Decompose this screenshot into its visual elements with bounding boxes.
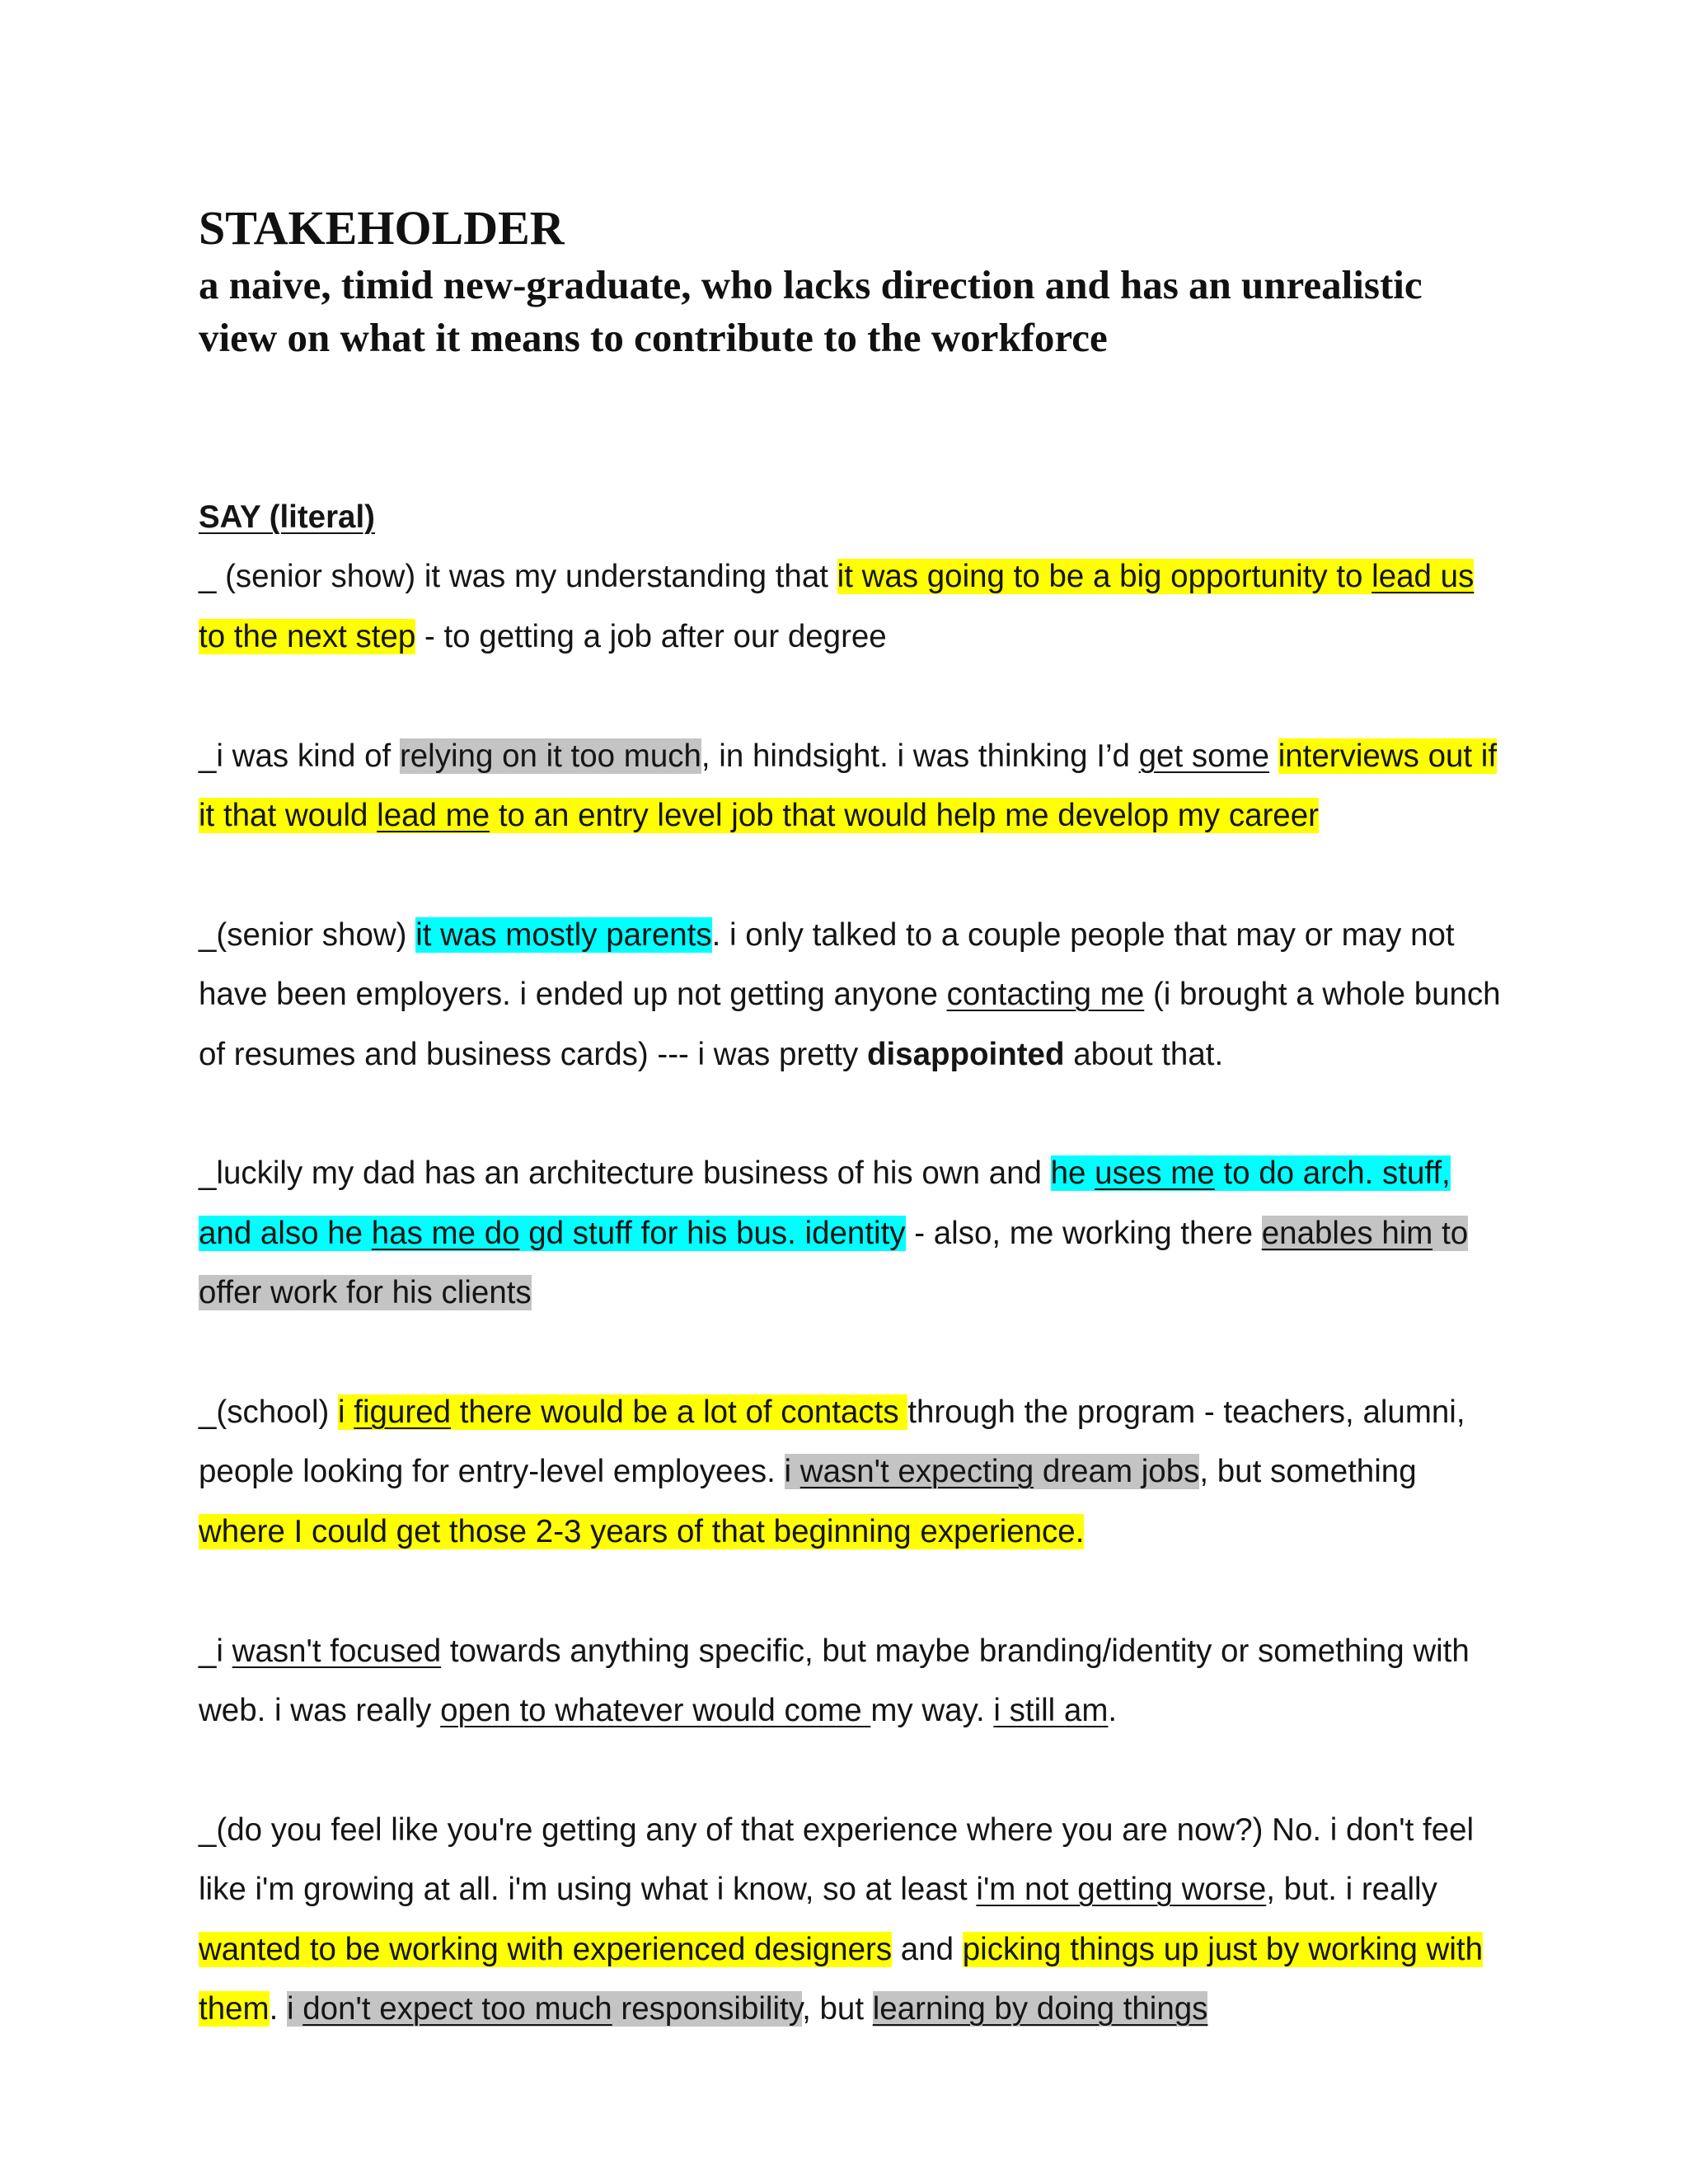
- yellow-highlight: where I could get those 2-3 years of that beginning experience.: [199, 1513, 1085, 1549]
- gray-highlight: don't expect too much: [302, 1991, 612, 2027]
- paragraph: [199, 906, 1501, 1085]
- yellow-highlight: to an entry level job that would help me develop my career: [490, 798, 1319, 833]
- gray-highlight: enables him: [1261, 1215, 1433, 1251]
- gray-highlight: wasn't expecting: [799, 1454, 1034, 1490]
- text-segment: _i was kind of: [199, 738, 400, 774]
- page-subtitle: a naive, timid new-graduate, who lacks direction and has an unrealistic view on what it means to contribute to the workforce: [199, 262, 1423, 360]
- text-segment: - also, me working there: [905, 1215, 1262, 1251]
- gray-highlight: learning by doing things: [872, 1991, 1208, 2027]
- paragraph: [199, 1622, 1501, 1741]
- text-segment: .: [269, 1991, 287, 2027]
- text-segment: _(senior show): [199, 916, 416, 953]
- yellow-highlight: wanted to be working with experienced designers: [199, 1931, 893, 1967]
- text-segment: _luckily my dad has an architecture business of his own and: [199, 1155, 1051, 1192]
- gray-highlight: i: [287, 1991, 303, 2027]
- yellow-highlight: lead me: [377, 798, 490, 833]
- paragraph: [199, 1801, 1501, 2040]
- bold-text: disappointed: [866, 1036, 1065, 1072]
- section-heading: SAY (literal): [199, 499, 375, 535]
- page-title: STAKEHOLDER: [199, 201, 565, 255]
- yellow-highlight: interviews out if it that would: [199, 738, 1498, 833]
- gray-highlight: i: [784, 1454, 800, 1490]
- text-segment: _(do you feel like you're getting any of that experience where you are now?) No. i don't feel like i'm growing at all. i'm using what i know, so at least: [199, 1811, 1475, 1908]
- paragraph: [199, 1383, 1501, 1562]
- underlined-text: i'm not getting worse: [976, 1872, 1267, 1908]
- text-segment: and: [892, 1931, 963, 1967]
- yellow-highlight: it was going to be a big opportunity to: [837, 559, 1372, 595]
- paragraph-list: [199, 547, 1501, 2039]
- gray-highlight: to offer work for his clients: [199, 1215, 1469, 1311]
- yellow-highlight: picking things up just by working with them: [199, 1931, 1484, 2027]
- gray-highlight: responsibility: [612, 1991, 803, 2027]
- text-segment: , but: [802, 1991, 873, 2027]
- text-segment: towards anything specific, but maybe branding/identity or something with web. i was really: [199, 1633, 1470, 1729]
- document-body: [199, 488, 1501, 2099]
- paragraph: [199, 727, 1501, 846]
- gray-highlight: dream jobs: [1034, 1454, 1200, 1490]
- paragraph: [199, 547, 1501, 667]
- text-segment: _(school): [199, 1394, 339, 1431]
- underlined-text: open to whatever would come: [440, 1693, 871, 1729]
- text-segment: . i only talked to a couple people that may or may not have been employers. i ended up not getting anyone: [199, 916, 1455, 1013]
- yellow-highlight: figured: [354, 1394, 452, 1431]
- cyan-highlight: he: [1050, 1155, 1095, 1192]
- underlined-text: contacting me: [946, 977, 1145, 1013]
- yellow-highlight: there would be a lot of contacts: [451, 1394, 908, 1431]
- yellow-highlight: lead us: [1372, 559, 1475, 595]
- text-segment: _i: [199, 1633, 232, 1669]
- text-segment: my way.: [870, 1693, 994, 1729]
- text-segment: (i brought a whole bunch of resumes and business cards) --- i was pretty: [199, 977, 1501, 1072]
- text-segment: , in hindsight. i was thinking I’d: [701, 738, 1139, 774]
- text-segment: _ (senior show) it was my understanding that: [199, 559, 837, 595]
- gray-highlight: relying on it too much: [399, 738, 701, 774]
- text-segment: , but something: [1199, 1454, 1417, 1490]
- text-segment: - to getting a job after our degree: [415, 618, 887, 654]
- text-segment: [1269, 738, 1278, 774]
- underlined-text: wasn't focused: [232, 1633, 442, 1669]
- document-header: [199, 198, 1517, 364]
- text-segment: about that.: [1064, 1036, 1224, 1072]
- text-segment: , but. i really: [1266, 1872, 1437, 1908]
- underlined-text: i still am: [993, 1693, 1109, 1729]
- cyan-highlight: it was mostly parents: [415, 916, 712, 953]
- yellow-highlight: i: [338, 1394, 354, 1431]
- underlined-text: get some: [1138, 738, 1270, 774]
- cyan-highlight: to do arch. stuff, and also he: [199, 1155, 1451, 1251]
- text-segment: through the program - teachers, alumni, people looking for entry-level employees.: [199, 1394, 1465, 1490]
- paragraph: [199, 1144, 1501, 1323]
- cyan-highlight: uses me: [1095, 1155, 1215, 1192]
- cyan-highlight: has me do: [371, 1215, 520, 1251]
- cyan-highlight: gd stuff for his bus. identity: [519, 1215, 906, 1251]
- text-segment: .: [1108, 1693, 1118, 1729]
- yellow-highlight: to the next step: [199, 618, 416, 654]
